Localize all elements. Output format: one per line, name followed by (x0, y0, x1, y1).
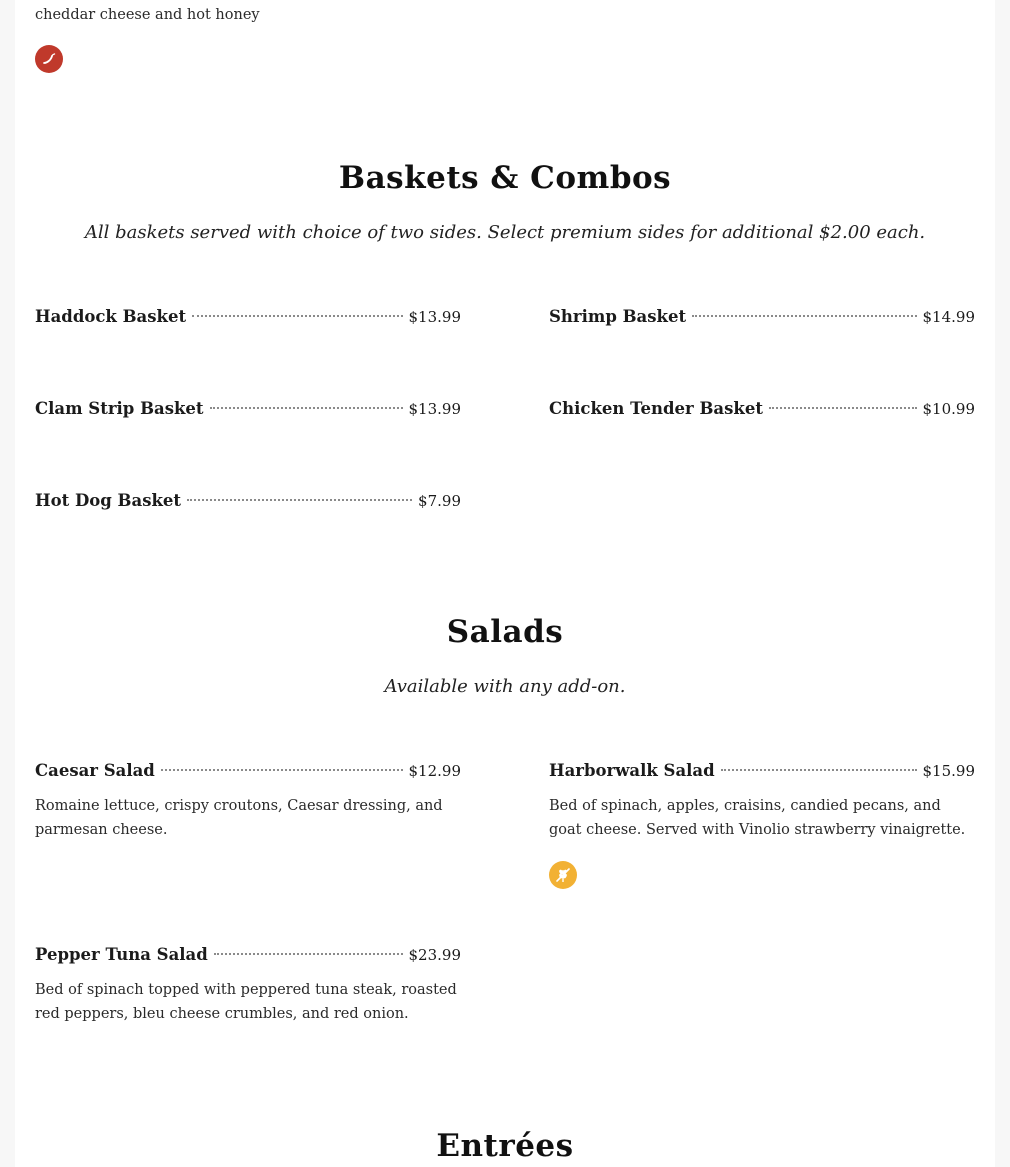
section-title-salads: Salads (446, 614, 564, 650)
section-title-baskets: Baskets & Combos (338, 160, 672, 196)
dot-leader (721, 769, 917, 771)
menu-page (15, 0, 995, 1167)
item-name[interactable]: Harborwalk Salad (549, 761, 715, 780)
item-price: $23.99 (408, 946, 461, 964)
item-description: cheddar cheese and hot honey (35, 7, 260, 23)
item-name[interactable]: Pepper Tuna Salad (35, 945, 208, 964)
item-price: $7.99 (418, 492, 461, 510)
chili-pepper-icon (41, 51, 57, 67)
item-price: $12.99 (408, 762, 461, 780)
menu-item-harborwalk-salad[interactable] (549, 758, 975, 784)
item-name[interactable]: Hot Dog Basket (35, 491, 182, 510)
item-description: Bed of spinach topped with peppered tuna steak, roasted red peppers, bleu cheese crumbles, and red onion. (35, 982, 457, 1022)
section-title-entrees: Entrées (436, 1128, 574, 1164)
dot-leader (161, 769, 403, 771)
menu-item-hot-dog-basket[interactable] (35, 488, 461, 514)
item-price: $13.99 (408, 400, 461, 418)
dot-leader (187, 499, 412, 501)
menu-item-caesar-salad[interactable] (35, 758, 461, 784)
dot-leader (769, 407, 917, 409)
menu-item-pepper-tuna-salad[interactable] (35, 942, 461, 968)
menu-item-chicken-tender-basket[interactable] (549, 396, 975, 422)
menu-item-haddock-basket[interactable] (35, 304, 461, 330)
item-price: $15.99 (922, 762, 975, 780)
dot-leader (192, 315, 402, 317)
item-price: $10.99 (922, 400, 975, 418)
gluten-free-badge (549, 861, 577, 889)
gluten-free-icon (554, 866, 572, 884)
spicy-badge (35, 45, 63, 73)
section-subtitle-baskets: All baskets served with choice of two sides. Select premium sides for additional $2.00 each. (84, 222, 926, 243)
item-price: $13.99 (408, 308, 461, 326)
dot-leader (214, 953, 403, 955)
item-description: Bed of spinach, apples, craisins, candied pecans, and goat cheese. Served with Vinolio strawberry vinaigrette. (549, 798, 966, 838)
item-name[interactable]: Caesar Salad (35, 761, 155, 780)
dot-leader (210, 407, 403, 409)
item-description: Romaine lettuce, crispy croutons, Caesar dressing, and parmesan cheese. (35, 798, 443, 838)
item-name[interactable]: Haddock Basket (35, 307, 187, 326)
item-name[interactable]: Chicken Tender Basket (549, 399, 763, 418)
section-subtitle-salads: Available with any add-on. (384, 676, 626, 697)
dot-leader (692, 315, 916, 317)
menu-item-shrimp-basket[interactable] (549, 304, 975, 330)
item-name[interactable]: Shrimp Basket (549, 307, 687, 326)
item-price: $14.99 (922, 308, 975, 326)
menu-item-clam-strip-basket[interactable] (35, 396, 461, 422)
item-name[interactable]: Clam Strip Basket (35, 399, 204, 418)
